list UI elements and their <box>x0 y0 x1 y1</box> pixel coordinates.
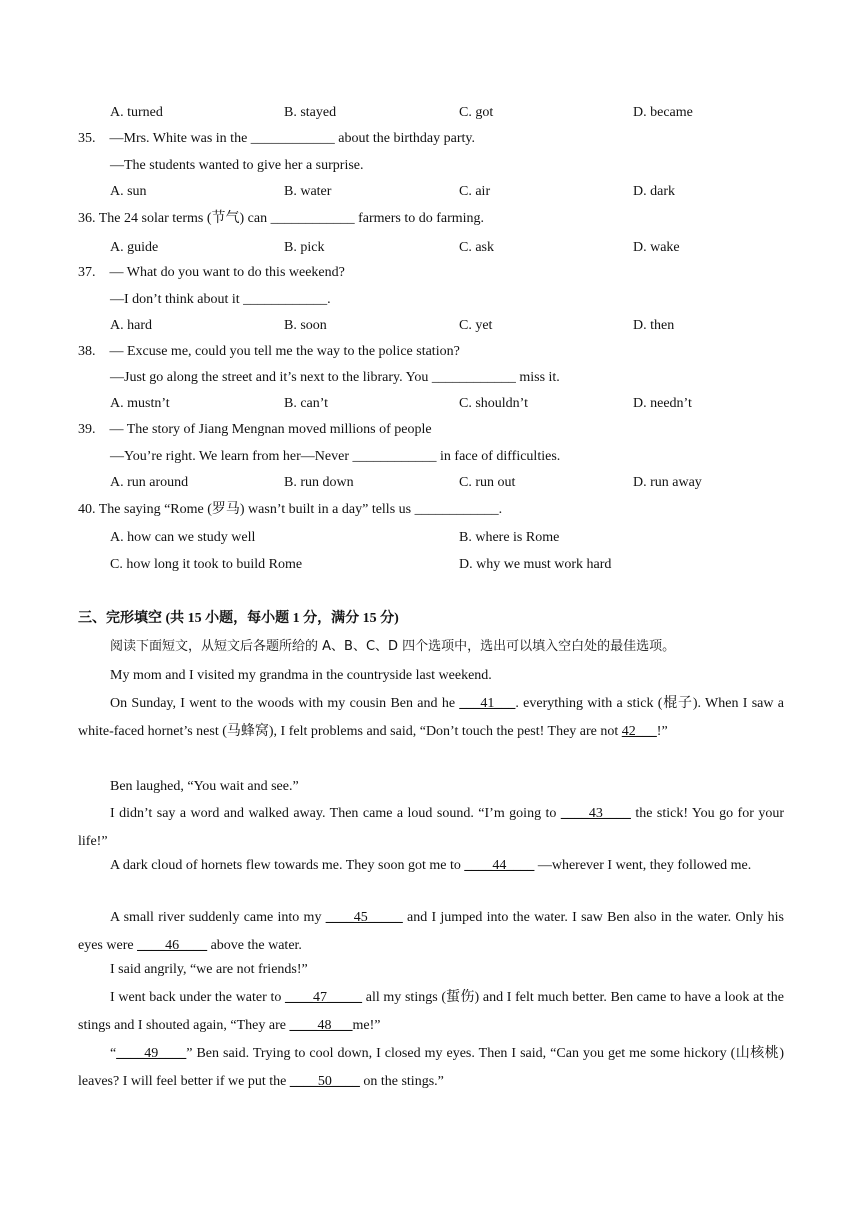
blank-49: ____49____ <box>116 1046 187 1061</box>
q39-option-b: B. run down <box>284 475 354 490</box>
q39-option-c: C. run out <box>459 475 516 490</box>
passage-paragraph-6: A small river suddenly came into my ____45_____ and I jumped into the water. I saw Ben also in the water. Only his eyes were ____46____ above the water. <box>78 910 784 953</box>
q35-option-c: C. air <box>459 184 491 199</box>
section-heading: 三、完形填空 (共 15 小题，每小题 1 分，满分 15 分) <box>78 611 399 626</box>
q37-response: —I don’t think about it ____________. <box>110 292 331 307</box>
blank-45: ____45_____ <box>325 910 403 925</box>
q34-option-d: D. became <box>633 105 693 120</box>
q39-option-d: D. run away <box>633 475 702 490</box>
q40-option-c: C. how long it took to build Rome <box>110 557 303 572</box>
q36-option-b: B. pick <box>284 240 325 255</box>
q37-option-d: D. then <box>633 318 675 333</box>
blank-44: ____44____ <box>464 858 535 873</box>
q38-response: —Just go along the street and it’s next to the library. You ____________ miss it. <box>110 370 560 385</box>
q35-option-a: A. sun <box>110 184 147 199</box>
blank-46: ____46____ <box>137 938 208 953</box>
blank-48: ____48___ <box>289 1018 353 1033</box>
passage-paragraph-8: I went back under the water to ____47_____ all my stings (蜇伤) and I felt much better. Ben came to have a look at the stings and I shouted again, “They are ____48___me!” <box>78 990 785 1033</box>
passage-paragraph-3: Ben laughed, “You wait and see.” <box>110 779 299 794</box>
q39-option-a: A. run around <box>110 475 189 490</box>
passage-paragraph-7: I said angrily, “we are not friends!” <box>110 962 308 977</box>
q35-response: —The students wanted to give her a surprise. <box>110 158 364 173</box>
q36-question: 36. The 24 solar terms (节气) can ____________ farmers to do farming. <box>78 211 485 226</box>
q36-option-d: D. wake <box>633 240 680 255</box>
q38-option-a: A. mustn’t <box>110 396 170 411</box>
q37-option-c: C. yet <box>459 318 493 333</box>
blank-42: 42___ <box>621 724 657 739</box>
passage-paragraph-9: “____49____” Ben said. Trying to cool down, I closed my eyes. Then I said, “Can you get me some hickory (山核桃) leaves? I will feel better if we put the ____50____ on the stings.” <box>78 1046 784 1089</box>
q40-option-b: B. where is Rome <box>459 530 560 545</box>
q37-question: 37. — What do you want to do this weekend? <box>78 265 345 280</box>
q38-option-b: B. can’t <box>284 396 329 411</box>
blank-41: ___41___ <box>459 696 516 711</box>
blank-43: ____43____ <box>560 806 631 821</box>
blank-47: ____47_____ <box>285 990 363 1005</box>
q37-option-b: B. soon <box>284 318 327 333</box>
q36-option-c: C. ask <box>459 240 494 255</box>
q37-option-a: A. hard <box>110 318 152 333</box>
passage-paragraph-5: A dark cloud of hornets flew towards me. They soon got me to ____44____ —wherever I went, they followed me. <box>110 858 752 873</box>
q38-question: 38. — Excuse me, could you tell me the way to the police station? <box>78 344 460 359</box>
q38-option-d: D. needn’t <box>633 396 692 411</box>
q40-option-a: A. how can we study well <box>110 530 256 545</box>
q34-option-a: A. turned <box>110 105 163 120</box>
q40-question: 40. The saying “Rome (罗马) wasn’t built in a day” tells us ____________. <box>78 502 503 517</box>
q35-question: 35. —Mrs. White was in the ____________ about the birthday party. <box>78 131 475 146</box>
passage-paragraph-1: My mom and I visited my grandma in the countryside last weekend. <box>110 668 492 683</box>
q39-question: 39. — The story of Jiang Mengnan moved millions of people <box>78 422 432 437</box>
q38-option-c: C. shouldn’t <box>459 396 528 411</box>
passage-paragraph-4: I didn’t say a word and walked away. Then came a loud sound. “I’m going to ____43____ the stick! You go for your life!” <box>78 806 784 849</box>
q39-response: —You’re right. We learn from her—Never ____________ in face of difficulties. <box>110 449 561 464</box>
q34-option-b: B. stayed <box>284 105 337 120</box>
section-instruction: 阅读下面短文，从短文后各题所给的 A、B、C、D 四个选项中，选出可以填入空白处的最佳选项。 <box>110 639 676 654</box>
blank-50: ____50____ <box>289 1074 360 1089</box>
q35-option-b: B. water <box>284 184 332 199</box>
q36-option-a: A. guide <box>110 240 159 255</box>
passage-paragraph-2: On Sunday, I went to the woods with my cousin Ben and he ___41___. everything with a stick (棍子). When I saw a white-faced hornet’s nest (马蜂窝), I felt problems and said, “Don’t touch the pest! They are not 42___!” <box>78 696 784 739</box>
q40-option-d: D. why we must work hard <box>459 557 612 572</box>
q34-option-c: C. got <box>459 105 494 120</box>
q35-option-d: D. dark <box>633 184 675 199</box>
